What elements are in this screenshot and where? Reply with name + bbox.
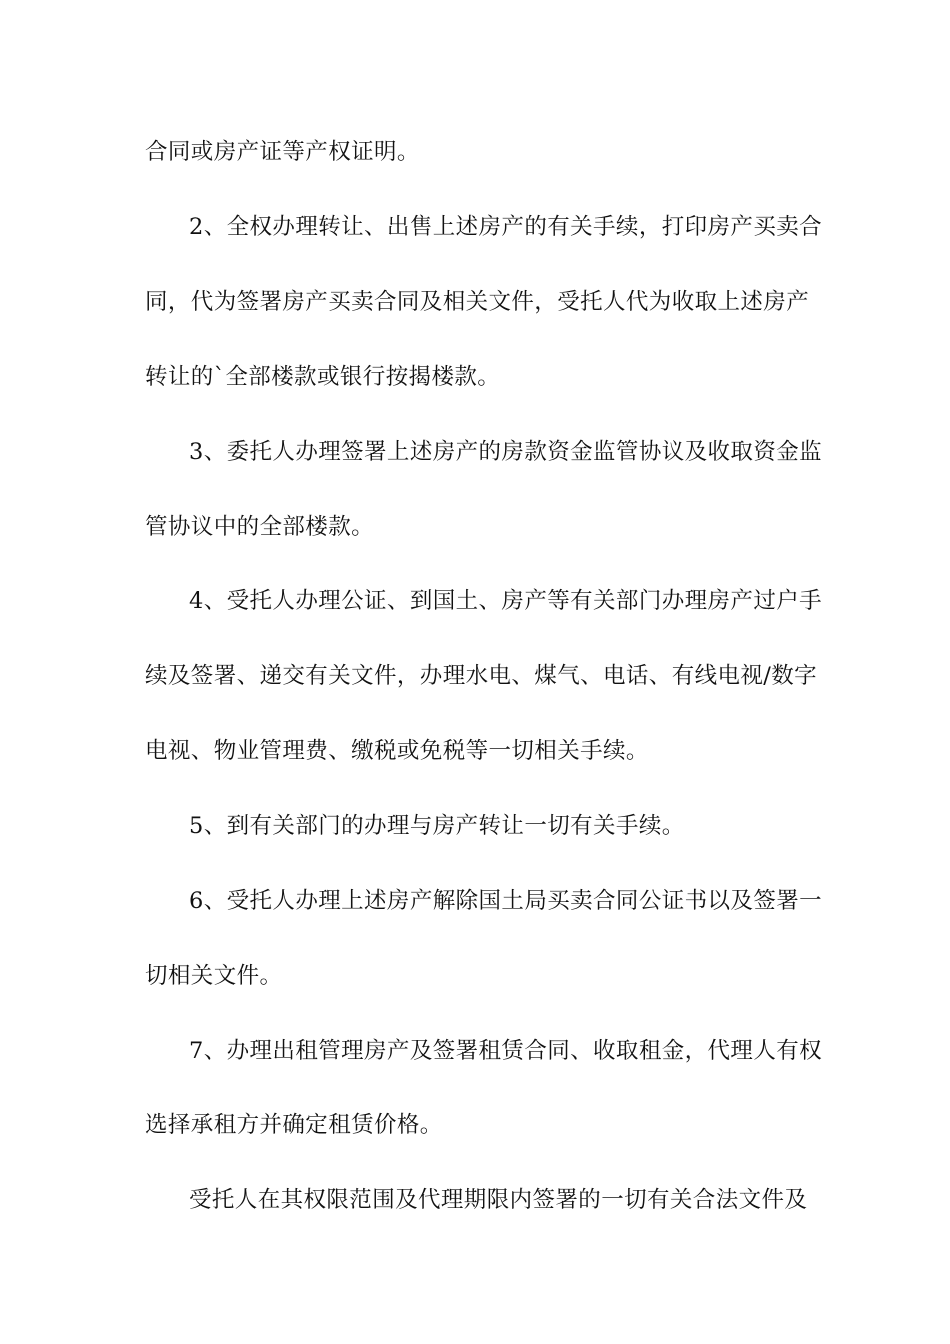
text-line: 合同或房产证等产权证明。 bbox=[145, 139, 420, 165]
text-line: 7、办理出租管理房产及签署租赁合同、收取租金，代理人有权 bbox=[189, 1038, 823, 1064]
text-line: 2、全权办理转让、出售上述房产的有关手续，打印房产买卖合 bbox=[189, 214, 823, 240]
text-line: 转让的`全部楼款或银行按揭楼款。 bbox=[145, 364, 501, 390]
text-line: 4、受托人办理公证、到国土、房产等有关部门办理房产过户手 bbox=[189, 588, 823, 614]
text-line: 6、受托人办理上述房产解除国土局买卖合同公证书以及签署一 bbox=[189, 888, 823, 914]
text-line: 选择承租方并确定租赁价格。 bbox=[145, 1112, 443, 1138]
text-line: 3、委托人办理签署上述房产的房款资金监管协议及收取资金监 bbox=[189, 439, 823, 465]
text-line: 同，代为签署房产买卖合同及相关文件，受托人代为收取上述房产 bbox=[145, 289, 810, 315]
text-line: 电视、物业管理费、缴税或免税等一切相关手续。 bbox=[145, 738, 649, 764]
text-line: 5、到有关部门的办理与房产转让一切有关手续。 bbox=[189, 813, 685, 839]
text-line: 续及签署、递交有关文件，办理水电、煤气、电话、有线电视/数字 bbox=[145, 663, 818, 689]
text-line: 管协议中的全部楼款。 bbox=[145, 514, 375, 540]
text-line: 受托人在其权限范围及代理期限内签署的一切有关合法文件及 bbox=[189, 1187, 808, 1213]
text-line: 切相关文件。 bbox=[145, 963, 283, 989]
